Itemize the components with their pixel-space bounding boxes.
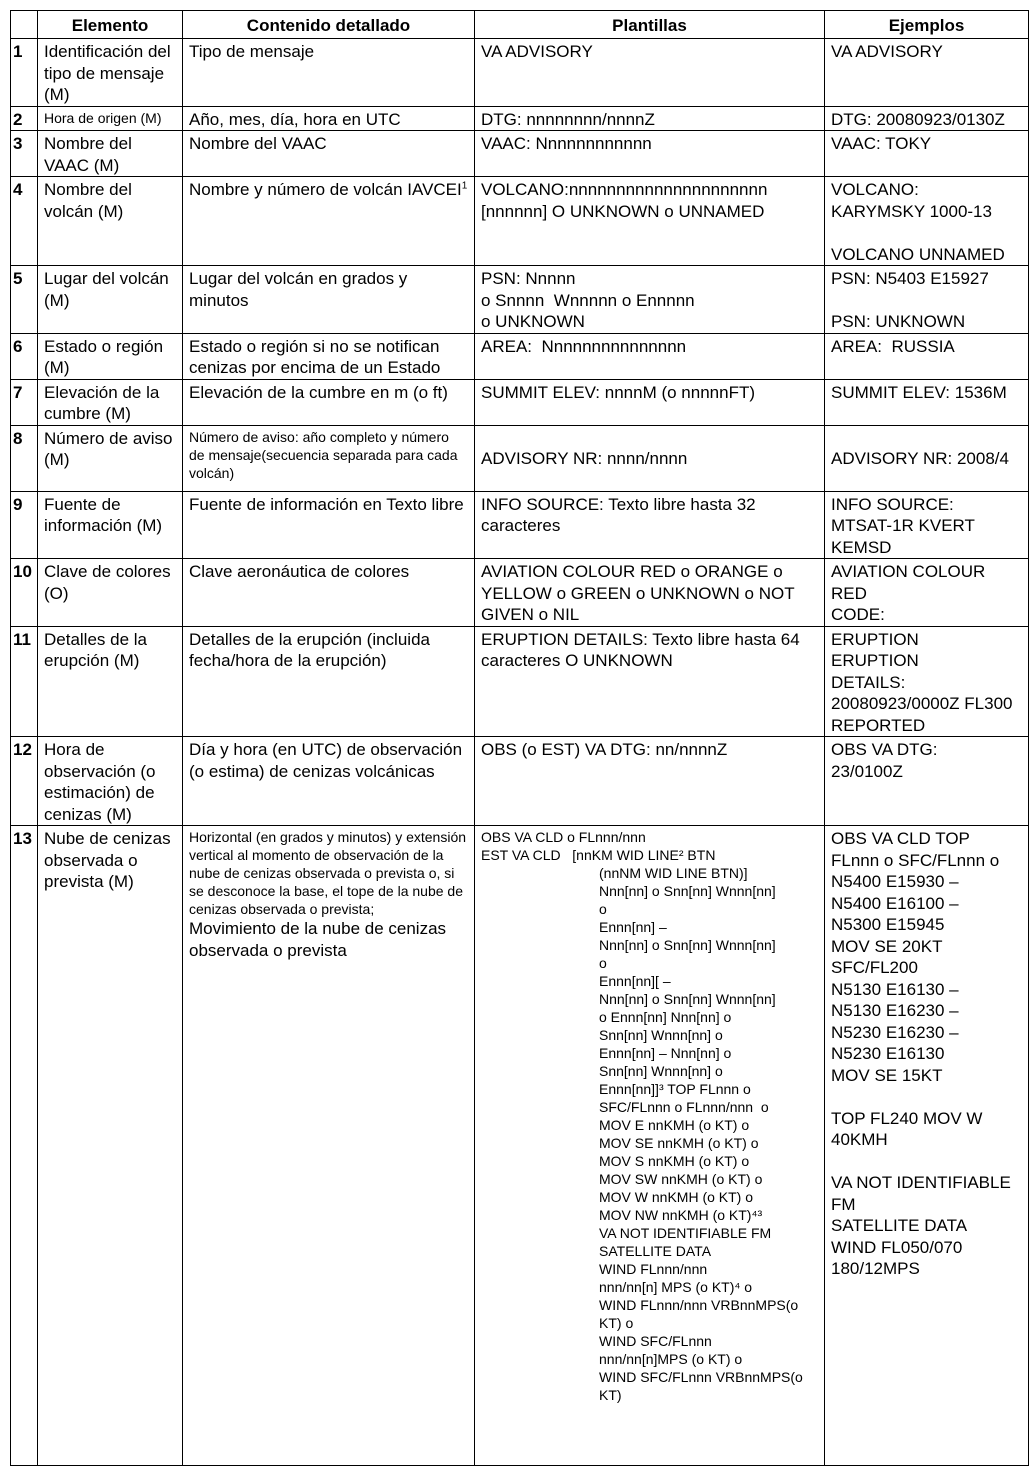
cell-line: 20080923/0000Z FL300	[831, 694, 1013, 713]
cell-line: OBS VA DTG:	[831, 740, 938, 759]
cell-line: MOV SE 20KT SFC/FL200	[831, 936, 947, 977]
ejemplo-cell	[825, 39, 1029, 107]
cell-line: Ennn[nn][ –	[599, 973, 671, 989]
cell-line: TOP FL240 MOV W	[831, 1108, 983, 1128]
contenido-cell	[183, 106, 475, 131]
ejemplo-cell	[825, 131, 1029, 177]
cell-line: Nnn[nn] o Snn[nn] Wnnn[nn]	[599, 937, 776, 953]
cell-line: MTSAT-1R KVERT	[831, 516, 975, 535]
cell-line: VA ADVISORY	[481, 42, 593, 61]
cell-text: Estado o región si no se notifican cenizas por encima de un Estado	[189, 336, 445, 377]
cell-line: nnn/nn[n]MPS (o KT) o	[599, 1351, 743, 1367]
cell-line: N5230 E16230 –	[831, 1022, 959, 1042]
cell-line: SATELLITE DATA	[831, 1216, 968, 1235]
contenido-cell	[183, 425, 475, 491]
ejemplo-cell	[825, 425, 1029, 491]
elemento-cell: Clave de colores (O)	[38, 559, 183, 627]
cell-line: MOV SE nnKMH (o KT) o	[599, 1135, 759, 1151]
cell-text: Clave aeronáutica de colores	[189, 562, 410, 581]
ejemplo-cell	[825, 106, 1029, 131]
cell-line: Ennn[nn] – Nnn[nn] o	[599, 1045, 732, 1061]
cell-line: VAAC: Nnnnnnnnnnnn	[481, 134, 652, 153]
table-row	[11, 177, 1029, 266]
elemento-cell: Nombre del volcán (M)	[38, 177, 183, 266]
contenido-cell	[183, 559, 475, 627]
cell-text: Año, mes, día, hora en UTC	[189, 109, 401, 129]
table-row	[11, 131, 1029, 177]
ejemplo-cell	[825, 333, 1029, 379]
cell-line: FLnnn o SFC/FLnnn o	[831, 850, 1000, 870]
cell-text: Número de aviso: año completo y número de mensaje(secuencia separada para cada volcán)	[189, 428, 462, 481]
cell-line: EST VA CLD [nnKM WID LINE² BTN	[481, 847, 716, 863]
cell-line: ADVISORY NR: nnnn/nnnn	[481, 449, 688, 469]
cell-line: 180/12MPS	[831, 1259, 920, 1278]
cell-text: Día y hora (en UTC) de observación (o estima) de cenizas volcánicas	[189, 740, 472, 781]
cell-line: WIND SFC/FLnnn VRBnnMPS(o	[599, 1369, 803, 1385]
ejemplo-cell	[825, 266, 1029, 334]
table-row	[11, 106, 1029, 131]
cell-line: Ennn[nn] –	[599, 919, 667, 935]
elemento-cell: Lugar del volcán (M)	[38, 266, 183, 334]
cell-line: AREA: Nnnnnnnnnnnnnnn	[481, 336, 687, 356]
cell-line: ADVISORY NR: 2008/4	[831, 449, 1009, 469]
header-contenido: Contenido detallado	[183, 11, 475, 39]
table-row	[11, 39, 1029, 107]
row-number: 8	[11, 425, 38, 491]
cell-line: PSN: UNKNOWN	[831, 312, 966, 331]
cell-line: VOLCANO UNNAMED	[831, 244, 1005, 264]
plantilla-cell	[475, 333, 825, 379]
contenido-cell	[183, 491, 475, 559]
plantilla-cell	[475, 425, 825, 491]
cell-line: N5130 E16130 –	[831, 979, 959, 999]
cell-line: o Ennn[nn] Nnn[nn] o	[599, 1009, 732, 1025]
cell-line: SFC/FLnnn o FLnnn/nnn o	[599, 1099, 769, 1115]
plantilla-cell	[475, 266, 825, 334]
cell-line: AVIATION COLOUR RED	[831, 562, 991, 603]
elemento-cell: Detalles de la erupción (M)	[38, 626, 183, 737]
ejemplo-cell	[825, 379, 1029, 425]
row-number: 4	[11, 177, 38, 266]
cell-line: Ennn[nn]]³ TOP FLnnn o	[599, 1081, 751, 1097]
plantilla-cell	[475, 491, 825, 559]
cell-line: VA NOT IDENTIFIABLE	[831, 1173, 1011, 1192]
cell-line: VAAC: TOKY	[831, 134, 932, 153]
table-row	[11, 333, 1029, 379]
contenido-cell	[183, 39, 475, 107]
cell-line: N5230 E16130	[831, 1044, 945, 1063]
cell-line: DTG: 20080923/0130Z	[831, 109, 1005, 129]
table-row	[11, 737, 1029, 826]
cell-line: PSN: N5403 E15927	[831, 269, 989, 288]
table-row	[11, 826, 1029, 1466]
cell-line: N5400 E15930 –	[831, 872, 959, 891]
cell-text: Detalles de la erupción (incluida fecha/hora de la erupción)	[189, 629, 435, 670]
cell-line: Nnn[nn] o Snn[nn] Wnnn[nn]	[599, 991, 776, 1007]
table-row	[11, 559, 1029, 627]
cell-line: KT)	[599, 1387, 622, 1403]
cell-line: KEMSD	[831, 537, 892, 557]
elemento-cell: Nombre del VAAC (M)	[38, 131, 183, 177]
cell-line: 23/0100Z	[831, 761, 903, 781]
cell-line: DETAILS:	[831, 672, 906, 692]
row-number: 2	[11, 106, 38, 131]
elemento-cell: Hora de observación (o estimación) de cenizas (M)	[38, 737, 183, 826]
cell-line: Snn[nn] Wnnn[nn] o	[599, 1063, 723, 1079]
cell-line: WIND FLnnn/nnn VRBnnMPS(o	[599, 1297, 799, 1313]
cell-line: (nnNM WID LINE BTN)]	[599, 865, 748, 881]
row-number: 1	[11, 39, 38, 107]
cell-line: o	[599, 901, 607, 917]
contenido-cell	[183, 266, 475, 334]
row-number: 3	[11, 131, 38, 177]
cell-text: Nombre del VAAC	[189, 134, 327, 153]
cell-line: o UNKNOWN	[481, 312, 585, 331]
footnote-marker: 1	[461, 180, 468, 192]
cell-line: CODE:	[831, 605, 885, 624]
cell-line: N5400 E16100 –	[831, 893, 959, 913]
ejemplo-cell	[825, 626, 1029, 737]
cell-line: VA NOT IDENTIFIABLE FM	[599, 1225, 772, 1241]
cell-text: Fuente de información en Texto libre	[189, 494, 464, 514]
plantilla-cell	[475, 826, 825, 1466]
row-number: 11	[11, 626, 38, 737]
plantilla-cell	[475, 626, 825, 737]
cell-line: AREA: RUSSIA	[831, 336, 955, 356]
elemento-cell: Nube de cenizas observada o prevista (M)	[38, 826, 183, 1466]
cell-line	[831, 290, 1022, 312]
plantilla-cell	[475, 177, 825, 266]
cell-line: ERUPTION DETAILS: Texto libre hasta 64 caracteres O UNKNOWN	[481, 629, 805, 670]
cell-line: OBS (o EST) VA DTG: nn/nnnnZ	[481, 740, 728, 759]
plantilla-cell	[475, 131, 825, 177]
cell-line: SATELLITE DATA	[599, 1243, 712, 1259]
cell-line: VOLCANO:	[831, 180, 919, 199]
cell-line	[831, 222, 1022, 244]
cell-line: INFO SOURCE:	[831, 494, 954, 514]
elemento-cell: Número de aviso (M)	[38, 425, 183, 491]
cell-line: Nnn[nn] o Snn[nn] Wnnn[nn]	[599, 883, 776, 899]
cell-line: WIND SFC/FLnnn	[599, 1333, 712, 1349]
cell-text: Lugar del volcán en grados y minutos	[189, 269, 413, 310]
va-advisory-template-table	[10, 10, 1029, 1466]
cell-line: MOV S nnKMH (o KT) o	[599, 1153, 750, 1169]
cell-line: VA ADVISORY	[831, 42, 943, 61]
row-number: 6	[11, 333, 38, 379]
row-number: 13	[11, 826, 38, 1466]
cell-line: OBS VA CLD TOP	[831, 829, 970, 848]
contenido-cell	[183, 379, 475, 425]
elemento-cell: Estado o región (M)	[38, 333, 183, 379]
ejemplo-cell	[825, 737, 1029, 826]
cell-line: nnn/nn[n] MPS (o KT)⁴ o	[599, 1279, 753, 1295]
plantilla-cell	[475, 39, 825, 107]
cell-line: MOV NW nnKMH (o KT)⁴³	[599, 1207, 763, 1223]
header-number	[11, 11, 38, 39]
cell-line: MOV E nnKMH (o KT) o	[599, 1117, 750, 1133]
plantilla-cell	[475, 106, 825, 131]
plantilla-cell	[475, 737, 825, 826]
row-number: 5	[11, 266, 38, 334]
ejemplo-cell	[825, 177, 1029, 266]
table-row	[11, 379, 1029, 425]
cell-line: INFO SOURCE: Texto libre hasta 32 caracteres	[481, 494, 761, 535]
table-row	[11, 425, 1029, 491]
cell-line	[831, 1086, 1022, 1108]
table-row	[11, 491, 1029, 559]
elemento-cell: Hora de origen (M)	[38, 106, 183, 131]
cell-line: MOV W nnKMH (o KT) o	[599, 1189, 754, 1205]
cell-line: WIND FLnnn/nnn	[599, 1261, 708, 1277]
cell-line: Snn[nn] Wnnn[nn] o	[599, 1027, 723, 1043]
cell-line: N5300 E15945	[831, 915, 945, 934]
cell-line: [nnnnnn] O UNKNOWN o UNNAMED	[481, 201, 765, 221]
cell-line: REPORTED	[831, 715, 926, 735]
cell-text: Horizontal (en grados y minutos) y extensión vertical al momento de observación de la nube de cenizas observada o prevista o, si se desconoce la base, el tope de la nube de cenizas observada o prevista;	[189, 829, 470, 917]
cell-line: OBS VA CLD o FLnnn/nnn	[481, 829, 646, 845]
table-row	[11, 266, 1029, 334]
cell-line: o	[599, 955, 607, 971]
cell-line: PSN: Nnnnn	[481, 269, 576, 288]
contenido-cell	[183, 333, 475, 379]
ejemplo-cell	[825, 826, 1029, 1466]
cell-line: o Snnnn Wnnnnn o Ennnnn	[481, 290, 695, 310]
cell-line: AVIATION COLOUR RED o ORANGE o YELLOW o GREEN o UNKNOWN o NOT GIVEN o NIL	[481, 562, 800, 624]
plantilla-cell	[475, 559, 825, 627]
elemento-cell: Fuente de información (M)	[38, 491, 183, 559]
contenido-cell	[183, 626, 475, 737]
row-number: 9	[11, 491, 38, 559]
cell-line: ERUPTION	[831, 651, 919, 670]
row-number: 12	[11, 737, 38, 826]
header-ejemplos: Ejemplos	[825, 11, 1029, 39]
cell-line: KT) o	[599, 1315, 634, 1331]
cell-line: KARYMSKY 1000-13	[831, 201, 992, 221]
contenido-cell	[183, 177, 475, 266]
row-number: 7	[11, 379, 38, 425]
ejemplo-cell	[825, 559, 1029, 627]
contenido-cell	[183, 826, 475, 1466]
header-plantillas: Plantillas	[475, 11, 825, 39]
row-number: 10	[11, 559, 38, 627]
cell-text: Nombre y número de volcán IAVCEI	[189, 180, 462, 199]
cell-line: MOV SW nnKMH (o KT) o	[599, 1171, 763, 1187]
cell-text: Movimiento de la nube de cenizas observada o prevista	[189, 919, 451, 960]
cell-line: 40KMH	[831, 1130, 888, 1149]
cell-text: Tipo de mensaje	[189, 42, 315, 61]
cell-line: DTG: nnnnnnnn/nnnnZ	[481, 109, 655, 129]
contenido-cell	[183, 131, 475, 177]
cell-line: SUMMIT ELEV: nnnnM (o nnnnnFT)	[481, 382, 755, 402]
cell-line	[831, 1151, 1022, 1173]
ejemplo-cell	[825, 491, 1029, 559]
contenido-cell	[183, 737, 475, 826]
plantilla-cell	[475, 379, 825, 425]
cell-text: Elevación de la cumbre en m (o ft)	[189, 382, 448, 402]
cell-line: WIND FL050/070	[831, 1237, 963, 1257]
cell-line: MOV SE 15KT	[831, 1065, 943, 1085]
elemento-cell: Elevación de la cumbre (M)	[38, 379, 183, 425]
header-elemento: Elemento	[38, 11, 183, 39]
cell-line: VOLCANO:nnnnnnnnnnnnnnnnnnnnn	[481, 180, 768, 199]
cell-line: ERUPTION	[831, 629, 919, 649]
cell-line: SUMMIT ELEV: 1536M	[831, 382, 1007, 402]
elemento-cell: Identificación del tipo de mensaje (M)	[38, 39, 183, 107]
cell-line: FM	[831, 1194, 856, 1214]
table-row	[11, 626, 1029, 737]
cell-line: N5130 E16230 –	[831, 1001, 959, 1020]
